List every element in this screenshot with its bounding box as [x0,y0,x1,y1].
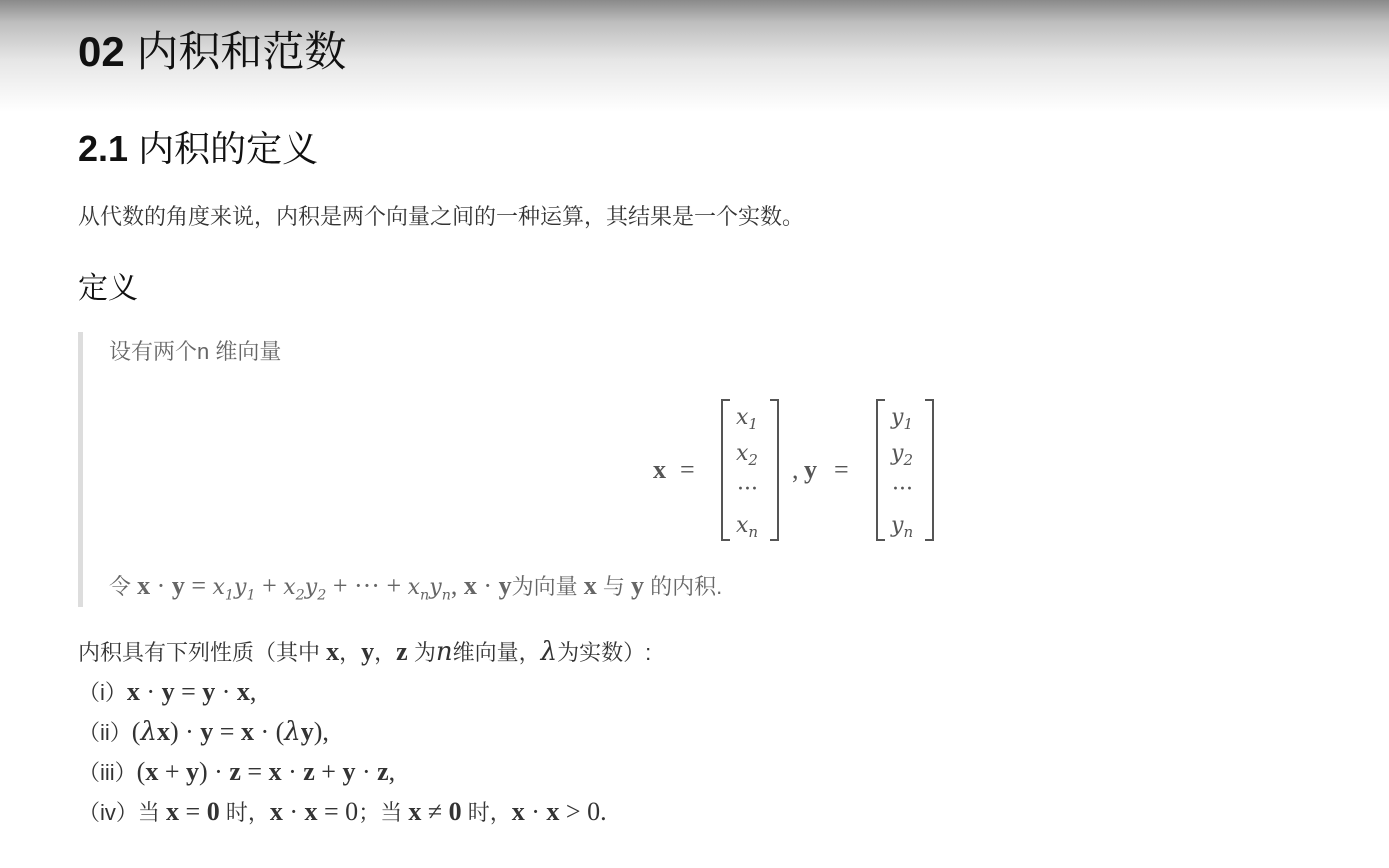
property-1: （i）x · y = y · x, [78,677,257,706]
line2-prefix: 令 [109,574,132,599]
line2-suffix-a: 为向量 [511,574,578,599]
title-number: 02 [78,28,125,75]
intro-paragraph: 从代数的角度来说，内积是两个向量之间的一种运算，其结果是一个实数。 [78,204,805,229]
section-heading [78,125,318,173]
prop4-text-a: 当 [137,800,160,825]
properties-intro: 内积具有下列性质（其中 x，y，z 为n维向量，λ为实数）: [78,637,652,667]
property-label: （iii） [78,760,137,785]
definition-line-2: 令 $x \cdot y = x_1y_1 + x_2y_2$ + ··· + $x_ny_n$, x · y为向量 x 与 y 的内积. [109,571,723,604]
x-entry-4: $x_n$ [736,513,759,541]
y-equals: = [834,455,849,484]
page-title [78,26,346,78]
definition-blockquote [78,332,1283,607]
y-vector-label: y [804,455,817,484]
y-entry-4: $y_n$ [891,513,914,541]
props-intro-b: 为 [413,640,436,665]
title-text: 内积和范数 [136,28,347,75]
prop4-text-e: ；当 [358,800,403,825]
section-number: 2.1 [78,128,129,169]
prop4-text-g: 时， [467,800,512,825]
x-equals: = [680,455,695,484]
prop4-text-c: 时， [225,800,270,825]
props-intro-c: 维向量， [452,640,541,665]
property-2: （ii）(λx) · y = x · (λy), [78,717,329,747]
x-vector-label: x [653,455,666,484]
y-entry-1: $y_1$ [891,405,913,433]
line2-suffix-b: 与 [602,574,625,599]
property-4: （iv）当 x = 0 时，x · x = 0；当 x ≠ 0 时，x · x > 0. [78,797,607,826]
property-label: （iv） [78,800,138,825]
x-entry-1: $x_1$ [736,405,758,433]
definition-heading: 定义 [78,272,138,305]
y-entry-3: ··· [892,477,913,502]
section-text: 内积的定义 [138,128,319,169]
comma: , [792,455,799,484]
x-entry-2: $x_2$ [736,441,758,469]
property-label: （ii） [78,720,132,745]
property-label: （i） [78,680,127,705]
props-intro-d: 为实数）: [557,640,652,665]
x-entry-3: ··· [737,477,758,502]
y-entry-2: $y_2$ [891,441,913,469]
line2-suffix-c: 的内积. [650,574,723,599]
vector-definition-display [638,390,938,550]
definition-line-1: 设有两个n 维向量 [109,339,282,364]
props-intro-a: 内积具有下列性质（其中 [78,640,321,665]
property-3: （iii）(x + y) · z = x · z + y · z, [78,757,396,786]
